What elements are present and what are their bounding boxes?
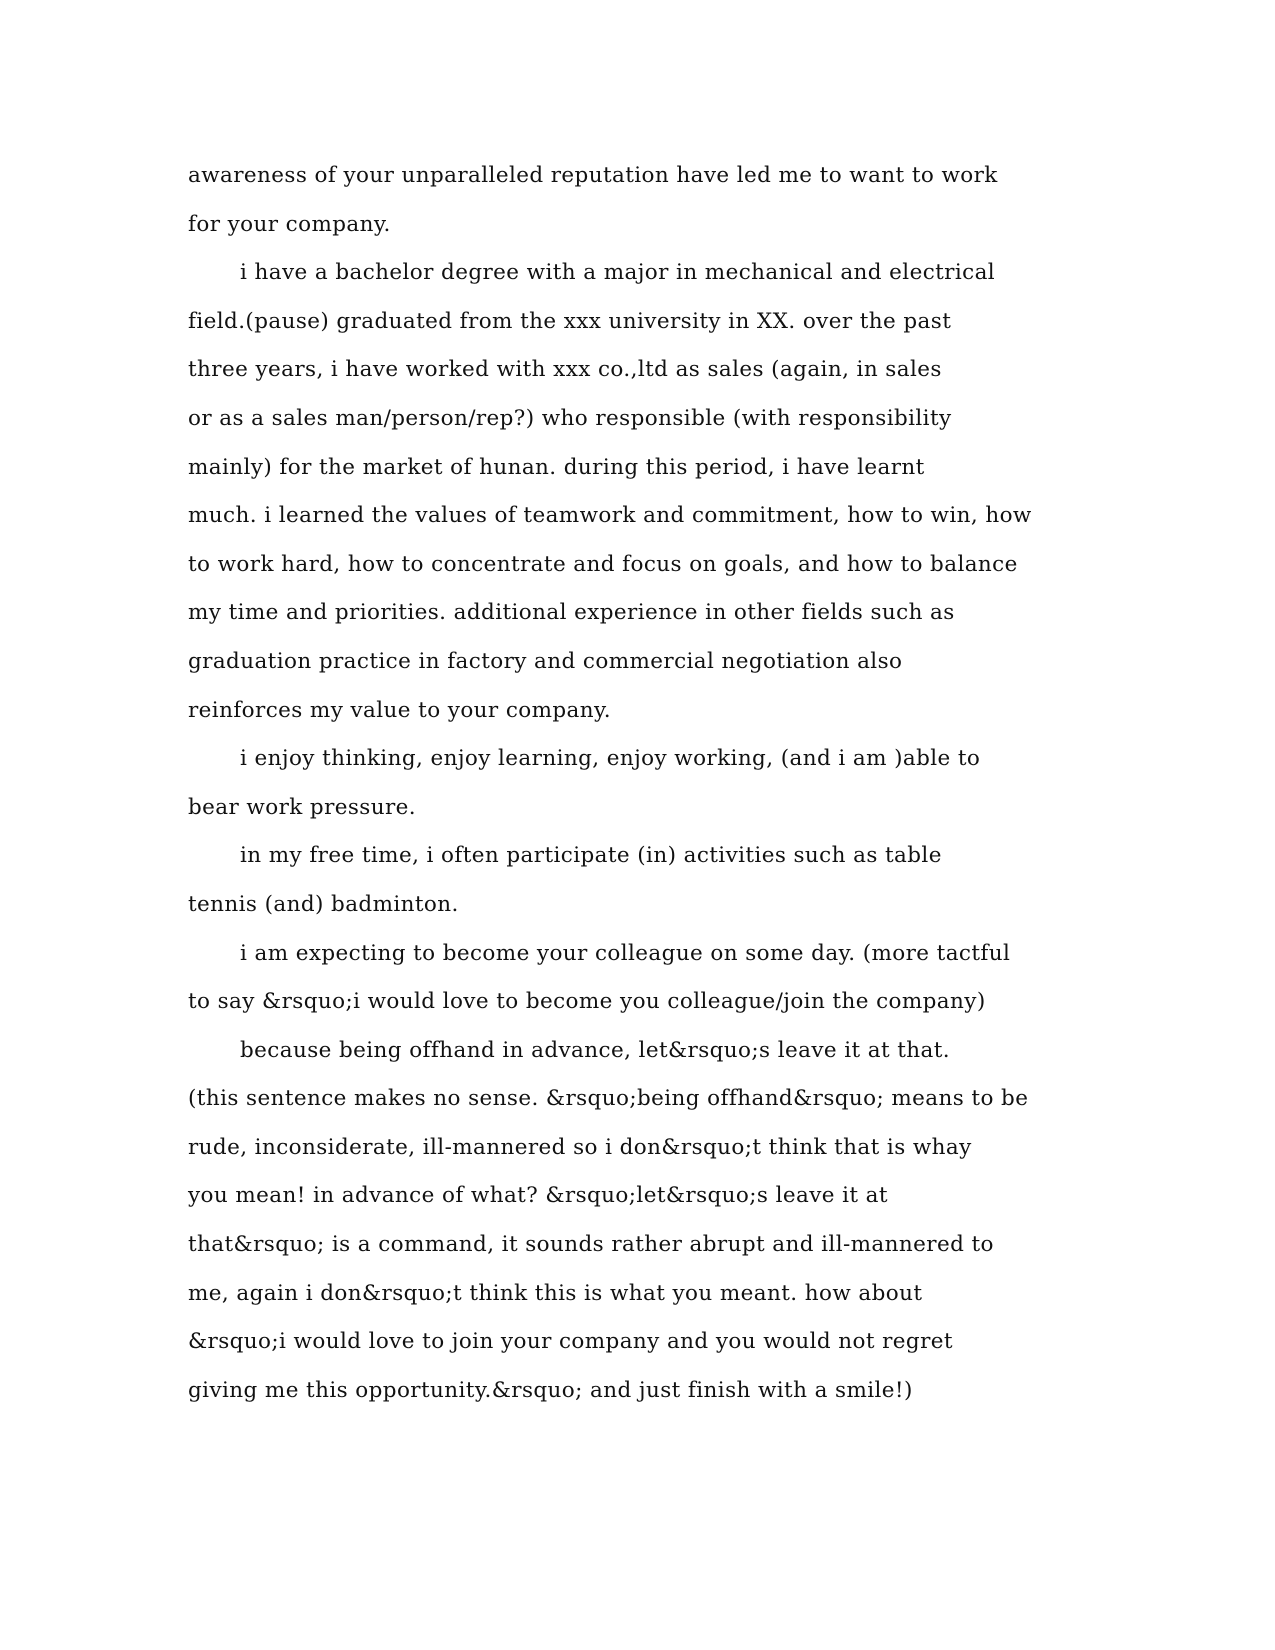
text-line: to work hard, how to concentrate and focus on goals, and how to balance (188, 551, 1018, 577)
document-body (188, 152, 1088, 1415)
text-line: awareness of your unparalleled reputation have led me to want to work (188, 163, 998, 188)
text-line: you mean! in advance of what? &rsquo;let&rsquo;s leave it at (188, 1183, 888, 1209)
text-line: that&rsquo; is a command, it sounds rather abrupt and ill-mannered to (188, 1232, 994, 1258)
text-line: for your company. (188, 211, 391, 237)
text-line: mainly) for the market of hunan. during this period, i have learnt (188, 454, 925, 480)
text-line: in my free time, i often participate (in) activities such as table (240, 843, 942, 869)
text-line: rude, inconsiderate, ill-mannered so i don&rsquo;t think that is whay (188, 1134, 972, 1160)
text-line: or as a sales man/person/rep?) who responsible (with responsibility (188, 405, 952, 431)
text-line: &rsquo;i would love to join your company and you would not regret (188, 1329, 953, 1355)
text-line: bear work pressure. (188, 794, 417, 820)
text-line: (this sentence makes no sense. &rsquo;being offhand&rsquo; means to be (188, 1086, 1029, 1112)
text-line: field.(pause) graduated from the xxx university in XX. over the past (188, 308, 952, 334)
text-line: much. i learned the values of teamwork and commitment, how to win, how (188, 503, 1032, 529)
text-line: i enjoy thinking, enjoy learning, enjoy working, (and i am )able to (240, 746, 981, 772)
text-line: my time and priorities. additional experience in other fields such as (188, 600, 955, 626)
text-line: graduation practice in factory and commercial negotiation also (188, 648, 903, 674)
text-line: i have a bachelor degree with a major in mechanical and electrical (240, 260, 996, 286)
text-line: i am expecting to become your colleague on some day. (more tactful (240, 940, 1011, 966)
text-line: three years, i have worked with xxx co.,ltd as sales (again, in sales (188, 357, 942, 383)
text-line: because being offhand in advance, let&rsquo;s leave it at that. (240, 1037, 951, 1063)
text-line: me, again i don&rsquo;t think this is what you meant. how about (188, 1280, 923, 1306)
text-line: tennis (and) badminton. (188, 891, 459, 917)
text-line: reinforces my value to your company. (188, 697, 611, 723)
text-line: giving me this opportunity.&rsquo; and just finish with a smile!) (188, 1377, 913, 1403)
text-line: to say &rsquo;i would love to become you colleague/join the company) (188, 989, 986, 1015)
